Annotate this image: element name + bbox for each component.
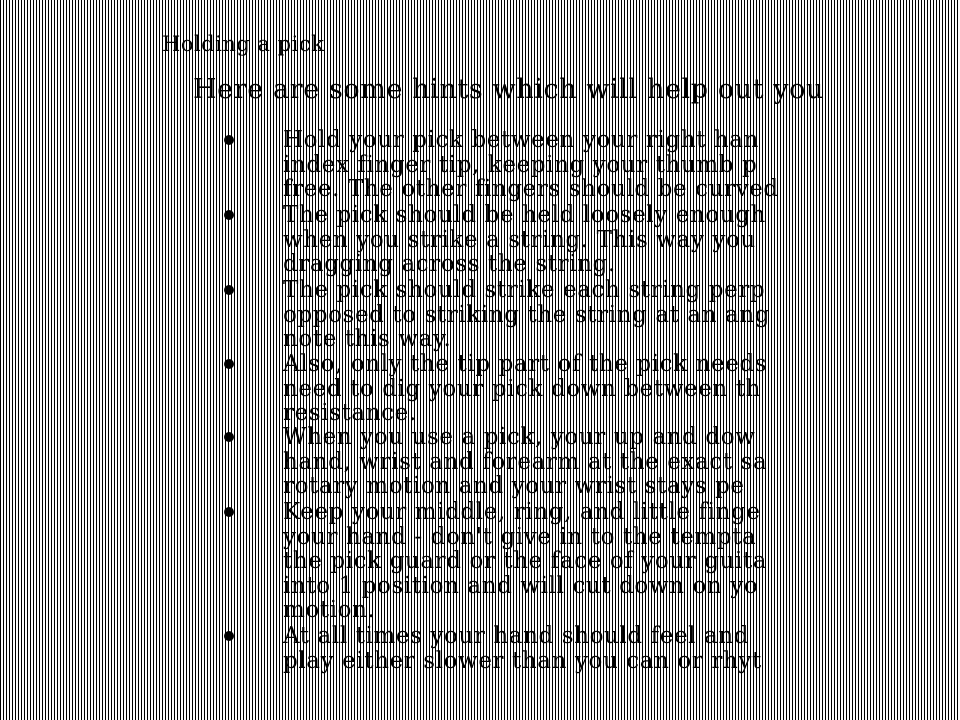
bullet-line: index finger tip, keeping your thumb p	[283, 151, 758, 178]
bullet-line: hand, wrist and forearm at the exact sa	[283, 448, 768, 475]
bullet-line: rotary motion and your wrist stays pe	[283, 473, 745, 499]
bullet-line: when you strike a string. This way you	[283, 226, 756, 253]
bullet-dot-icon	[224, 359, 234, 369]
bullet-dot-icon	[224, 135, 234, 145]
bullet-line: opposed to striking the string at an ang	[283, 301, 771, 328]
bullet-text	[283, 352, 960, 426]
bullet-line: note this way.	[283, 326, 452, 352]
bullet-line: need to dig your pick down between th	[283, 375, 761, 402]
bullet-text	[283, 425, 960, 499]
bullet-line: free. The other fingers should be curved	[283, 176, 779, 202]
bullet-dot-icon	[224, 285, 234, 295]
bullet-line: At all times your hand should feel and	[283, 623, 750, 649]
intro-text: Here are some hints which will help out you	[193, 74, 825, 105]
bullet-text	[283, 203, 960, 277]
bullet-line: Also, only the tip part of the pick needs	[283, 351, 768, 377]
bullet-line: motion.	[283, 597, 376, 623]
bullet-line: into 1 position and will cut down on yo	[283, 572, 759, 599]
bullet-dot-icon	[224, 432, 234, 442]
bullet-line: your hand - don't give in to the tempta	[283, 523, 757, 550]
bullet-text	[283, 278, 960, 352]
bullet-line: resistance.	[283, 400, 417, 426]
bullet-line: play either slower than you can or rhyt	[283, 647, 762, 674]
bullet-text	[283, 624, 960, 673]
bullet-line: Hold your pick between your right han	[283, 127, 760, 153]
bullet-line: The pick should strike each string perp	[283, 277, 766, 303]
bullet-dot-icon	[224, 507, 234, 517]
page-heading: Holding a pick	[162, 32, 325, 56]
bullet-line: When you use a pick, your up and dow	[283, 424, 756, 450]
bullet-text	[283, 128, 960, 202]
bullet-dot-icon	[224, 631, 234, 641]
bullet-line: dragging across the string.	[283, 251, 616, 277]
bullet-text	[283, 500, 960, 623]
bullet-line: Keep your middle, ring, and little finge	[283, 499, 761, 525]
bullet-line: The pick should be held loosely enough	[283, 202, 766, 228]
bullet-line: the pick guard or the face of your guita	[283, 548, 768, 574]
bullet-dot-icon	[224, 210, 234, 220]
